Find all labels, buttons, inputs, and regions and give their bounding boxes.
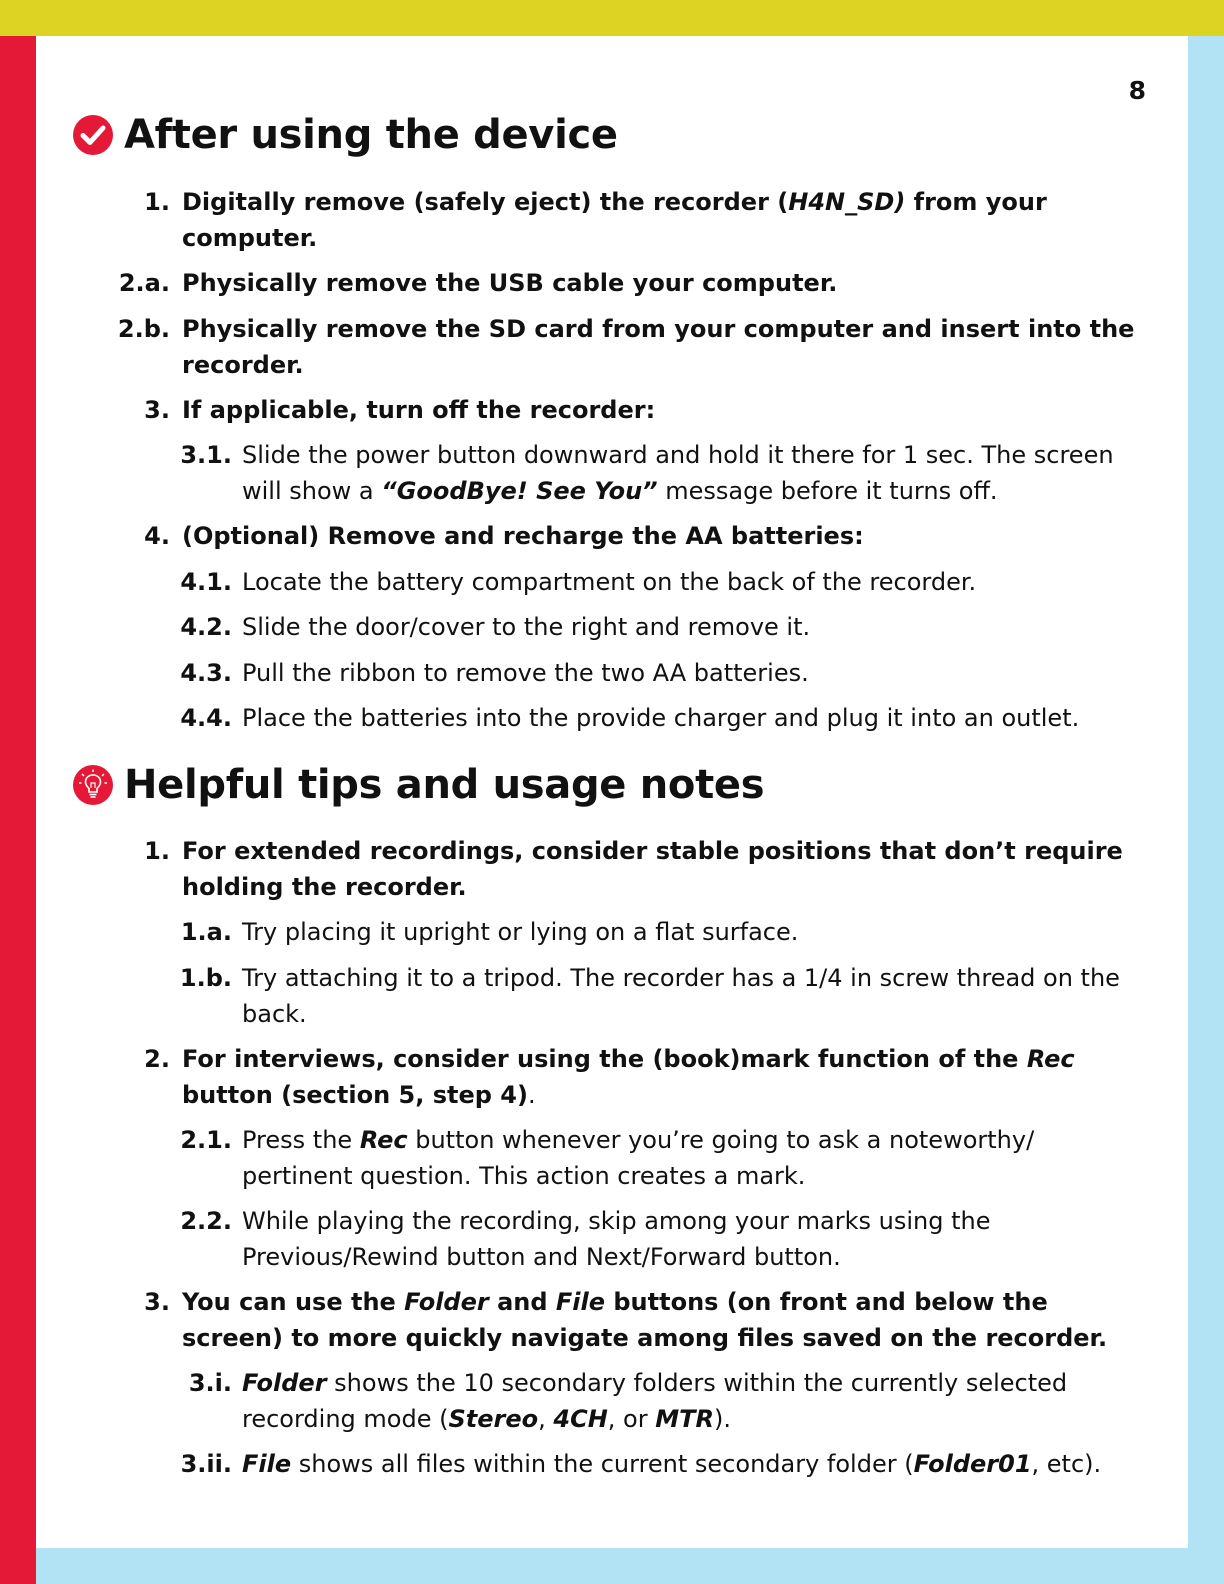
top-color-bar bbox=[0, 0, 1224, 36]
section-heading-after-using bbox=[72, 112, 618, 158]
section-title: After using the device bbox=[124, 112, 618, 158]
lightbulb-icon bbox=[72, 764, 114, 806]
checkmark-circle-icon bbox=[72, 114, 114, 156]
section-title: Helpful tips and usage notes bbox=[124, 762, 765, 808]
page-number: 8 bbox=[1128, 76, 1146, 105]
section-heading-helpful-tips bbox=[72, 762, 764, 808]
right-color-bar bbox=[1188, 36, 1224, 1584]
bottom-color-bar bbox=[36, 1548, 1224, 1584]
